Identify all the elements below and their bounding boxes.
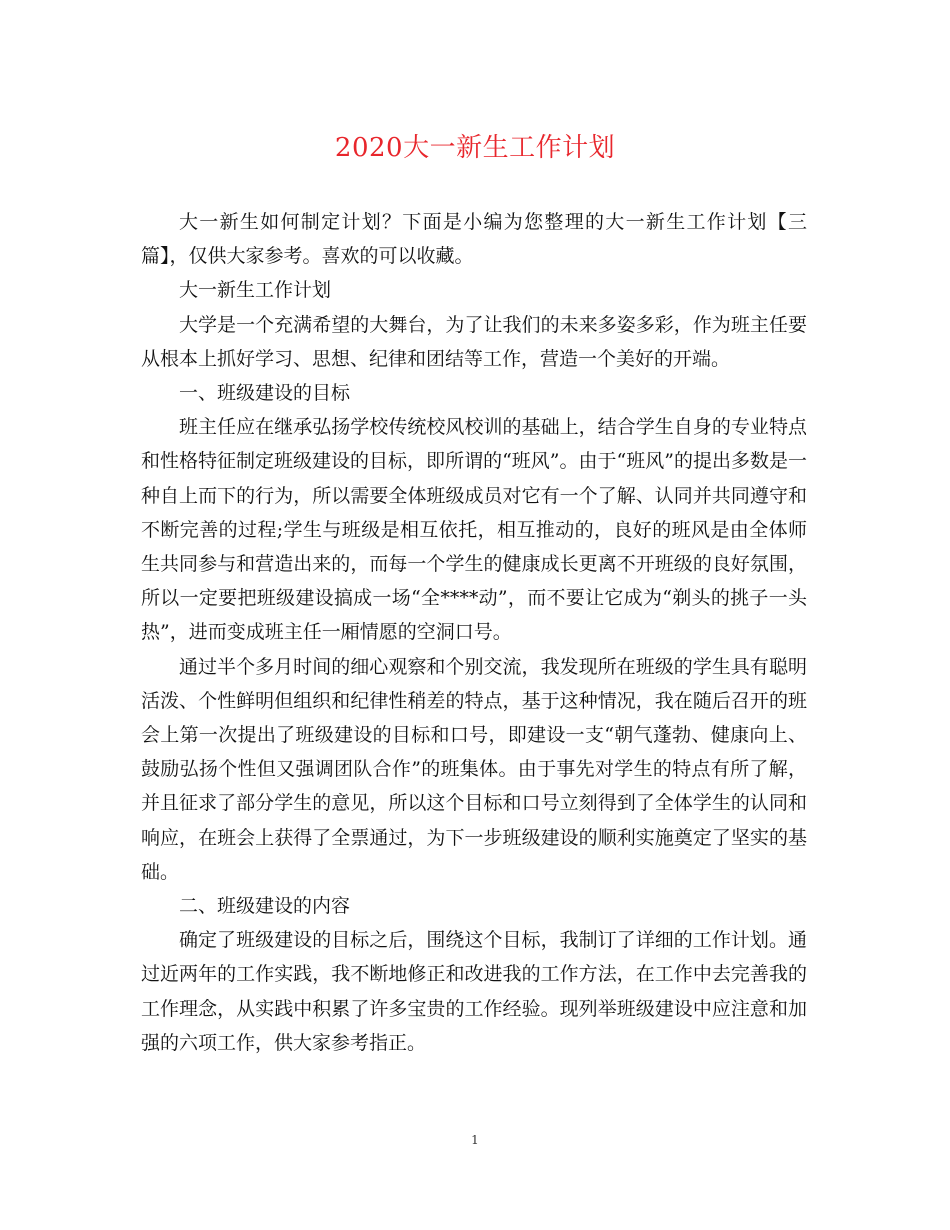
document-body (141, 205, 807, 1060)
section-heading-plan: 大一新生工作计划 (179, 279, 332, 302)
intro-paragraph: 大一新生如何制定计划？下面是小编为您整理的大一新生工作计划【三篇】，仅供大家参考。喜欢的可以收藏。 (141, 211, 807, 268)
section-heading-goals: 一、班级建设的目标 (179, 382, 351, 405)
body-paragraph: 通过半个多月时间的细心观察和个别交流，我发现所在班级的学生具有聪明活泼、个性鲜明但组织和纪律性稍差的特点，基于这种情况，我在随后召开的班会上第一次提出了班级建设的目标和口号，即建设一支“朝气蓬勃、健康向上、鼓励弘扬个性但又强调团队合作”的班集体。由于事先对学生的特点有所了解，并且征求了部分学生的意见，所以这个目标和口号立刻得到了全体学生的认同和响应，在班会上获得了全票通过，为下一步班级建设的顺利实施奠定了坚实的基础。 (141, 655, 807, 883)
document-title: 2020大一新生工作计划 (334, 133, 616, 163)
body-paragraph: 班主任应在继承弘扬学校传统校风校训的基础上，结合学生自身的专业特点和性格特征制定班级建设的目标，即所谓的“班风”。由于“班风”的提出多数是一种自上而下的行为，所以需要全体班级成员对它有一个了解、认同并共同遵守和不断完善的过程;学生与班级是相互依托，相互推动的，良好的班风是由全体师生共同参与和营造出来的，而每一个学生的健康成长更离不开班级的良好氛围，所以一定要把班级建设搞成一场“全****动”，而不要让它成为“剃头的挑子一头热”，进而变成班主任一厢情愿的空洞口号。 (141, 416, 807, 644)
body-paragraph: 大学是一个充满希望的大舞台，为了让我们的未来多姿多彩，作为班主任要从根本上抓好学习、思想、纪律和团结等工作，营造一个美好的开端。 (141, 313, 807, 370)
body-paragraph: 确定了班级建设的目标之后，围绕这个目标，我制订了详细的工作计划。通过近两年的工作实践，我不断地修正和改进我的工作方法，在工作中去完善我的工作理念，从实践中积累了许多宝贵的工作经验。现列举班级建设中应注意和加强的六项工作，供大家参考指正。 (141, 929, 807, 1054)
section-heading-content: 二、班级建设的内容 (179, 895, 351, 918)
page-number: 1 (471, 1133, 479, 1147)
